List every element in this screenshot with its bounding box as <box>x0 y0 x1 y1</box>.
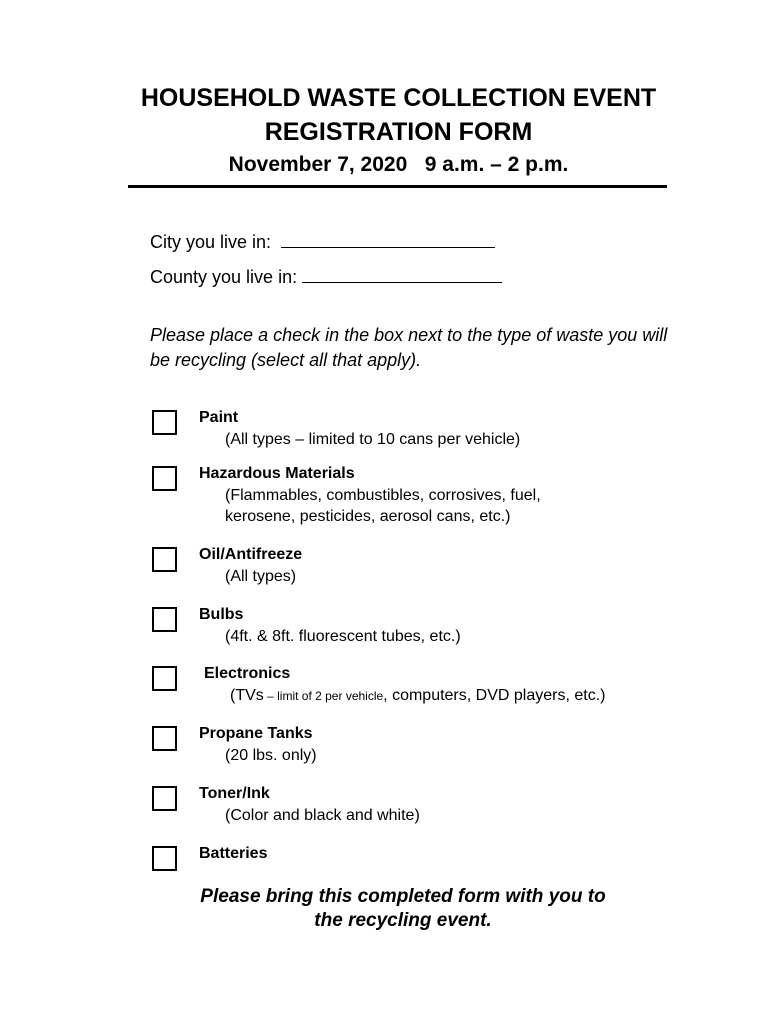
item-description-note: – limit of 2 per vehicle <box>263 689 384 703</box>
item-description: (4ft. & 8ft. fluorescent tubes, etc.) <box>225 628 461 645</box>
form-title-line-1: HOUSEHOLD WASTE COLLECTION EVENT <box>140 84 657 112</box>
item-label: Bulbs <box>199 606 244 623</box>
item-description-part: , computers, DVD players, etc.) <box>383 687 606 704</box>
item-label: Hazardous Materials <box>199 465 355 482</box>
footer-note <box>0 885 770 933</box>
item-description-part: (TVs <box>230 687 264 704</box>
hazardous-materials-checkbox[interactable] <box>152 466 177 491</box>
toner-ink-checkbox[interactable] <box>152 786 177 811</box>
item-label: Electronics <box>204 665 291 682</box>
item-description <box>230 685 605 707</box>
propane-tanks-checkbox[interactable] <box>152 726 177 751</box>
item-description: (All types – limited to 10 cans per vehicle) <box>225 431 521 448</box>
header-divider <box>128 185 667 188</box>
footer-line-1: Please bring this completed form with you to <box>200 886 606 907</box>
item-description: (Color and black and white) <box>225 807 420 824</box>
event-date: November 7, 2020 9 a.m. – 2 p.m. <box>228 153 569 176</box>
item-label: Batteries <box>199 845 268 862</box>
item-description: (All types) <box>225 568 297 585</box>
county-blank-line[interactable] <box>302 264 502 283</box>
item-label: Toner/Ink <box>199 785 270 802</box>
instructions: Please place a check in the box next to the type of waste you will be recycling (select all that apply). <box>150 325 668 370</box>
city-label: City you live in: <box>150 232 272 252</box>
item-label: Paint <box>199 409 239 426</box>
form-title-line-2: REGISTRATION FORM <box>264 118 533 146</box>
bulbs-checkbox[interactable] <box>152 607 177 632</box>
item-description: (Flammables, combustibles, corrosives, fuel, kerosene, pesticides, aerosol cans, etc.) <box>225 487 541 525</box>
electronics-checkbox[interactable] <box>152 666 177 691</box>
city-field[interactable] <box>150 229 495 254</box>
oil-antifreeze-checkbox[interactable] <box>152 547 177 572</box>
item-description: (20 lbs. only) <box>225 747 317 764</box>
footer-line-2: the recycling event. <box>314 910 492 931</box>
paint-checkbox[interactable] <box>152 410 177 435</box>
county-label: County you live in: <box>150 267 298 287</box>
county-field[interactable] <box>150 264 502 289</box>
item-label: Propane Tanks <box>199 725 313 742</box>
batteries-checkbox[interactable] <box>152 846 177 871</box>
city-blank-line[interactable] <box>281 229 495 248</box>
item-label: Oil/Antifreeze <box>199 546 303 563</box>
